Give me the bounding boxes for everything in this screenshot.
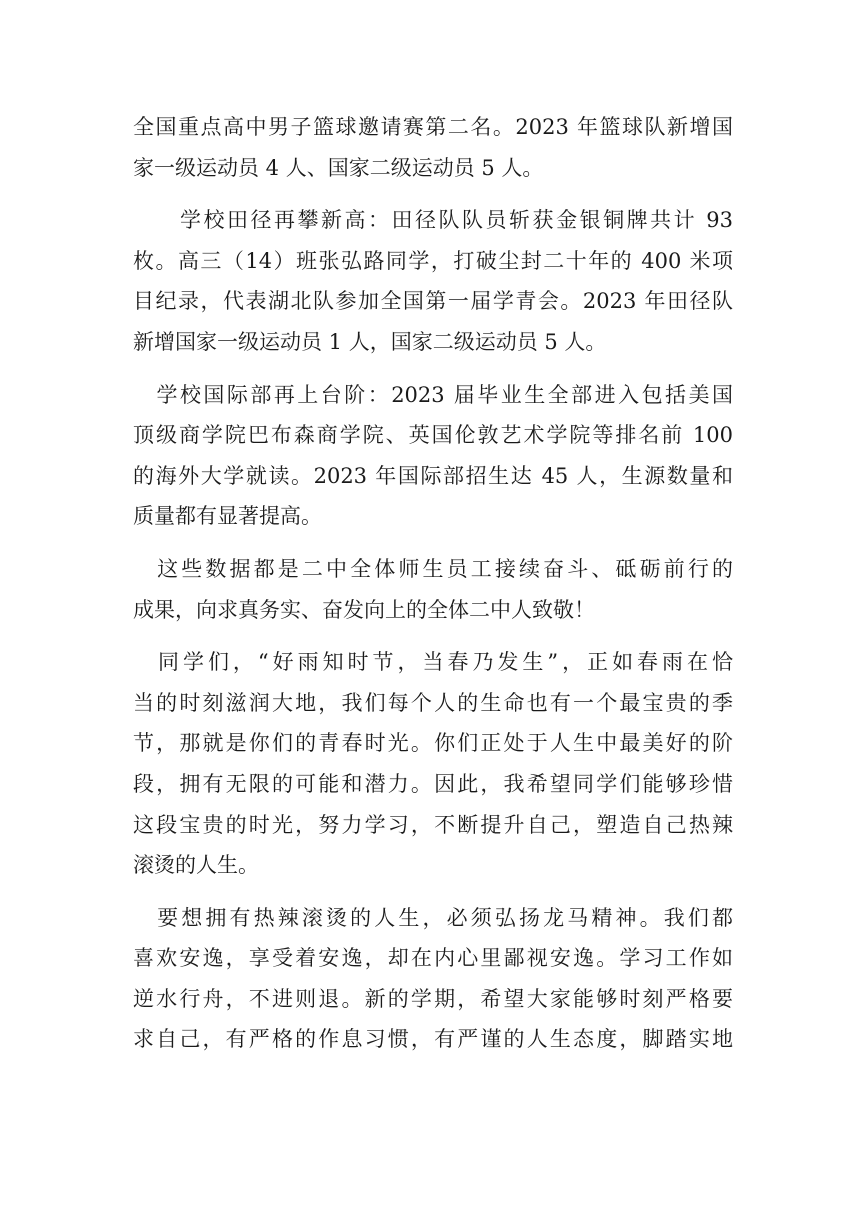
text-line: 求自己，有严格的作息习惯，有严谨的人生态度，脚踏实地 bbox=[133, 1027, 733, 1052]
paragraph bbox=[133, 898, 733, 1060]
text-line: 的海外大学就读。2023 年国际部招生达 45 人，生源数量和 bbox=[133, 463, 733, 488]
document-body bbox=[133, 107, 733, 1060]
text-line: 这段宝贵的时光，努力学习，不断提升自己，塑造自己热辣 bbox=[133, 812, 733, 837]
text-line: 要想拥有热辣滚烫的人生，必须弘扬龙马精神。我们都 bbox=[133, 905, 733, 930]
text-line: 学校田径再攀新高：田径队队员斩获金银铜牌共计 93 bbox=[133, 208, 733, 233]
paragraph bbox=[133, 549, 733, 630]
text-line: 逆水行舟，不进则退。新的学期，希望大家能够时刻严格要 bbox=[133, 986, 733, 1011]
text-line: 成果，向求真务实、奋发向上的全体二中人致敬！ bbox=[133, 597, 595, 622]
paragraph bbox=[133, 642, 733, 886]
text-line: 枚。高三（14）班张弘路同学，打破尘封二十年的 400 米项 bbox=[133, 248, 733, 273]
text-line: 学校国际部再上台阶：2023 届毕业生全部进入包括美国 bbox=[133, 382, 733, 407]
text-line: 当的时刻滋润大地，我们每个人的生命也有一个最宝贵的季 bbox=[133, 690, 733, 715]
text-line: 这些数据都是二中全体师生员工接续奋斗、砥砺前行的 bbox=[133, 556, 733, 581]
text-line: 喜欢安逸，享受着安逸，却在内心里鄙视安逸。学习工作如 bbox=[133, 946, 733, 971]
text-line: 全国重点高中男子篮球邀请赛第二名。2023 年篮球队新增国 bbox=[133, 115, 733, 139]
text-line: 目纪录，代表湖北队参加全国第一届学青会。2023 年田径队 bbox=[133, 289, 733, 314]
paragraph bbox=[133, 200, 733, 362]
text-line: 新增国家一级运动员 1 人，国家二级运动员 5 人。 bbox=[133, 329, 607, 354]
text-line: 段，拥有无限的可能和潜力。因此，我希望同学们能够珍惜 bbox=[133, 771, 733, 796]
text-line: 同学们，“好雨知时节，当春乃发生”，正如春雨在恰 bbox=[133, 650, 733, 675]
paragraph bbox=[133, 107, 733, 188]
text-line: 家一级运动员 4 人、国家二级运动员 5 人。 bbox=[133, 155, 544, 180]
text-line: 节，那就是你们的青春时光。你们正处于人生中最美好的阶 bbox=[133, 731, 733, 756]
text-line: 顶级商学院巴布森商学院、英国伦敦艺术学院等排名前 100 bbox=[133, 423, 733, 448]
paragraph bbox=[133, 375, 733, 537]
text-line: 滚烫的人生。 bbox=[133, 853, 259, 878]
text-line: 质量都有显著提高。 bbox=[133, 504, 322, 529]
